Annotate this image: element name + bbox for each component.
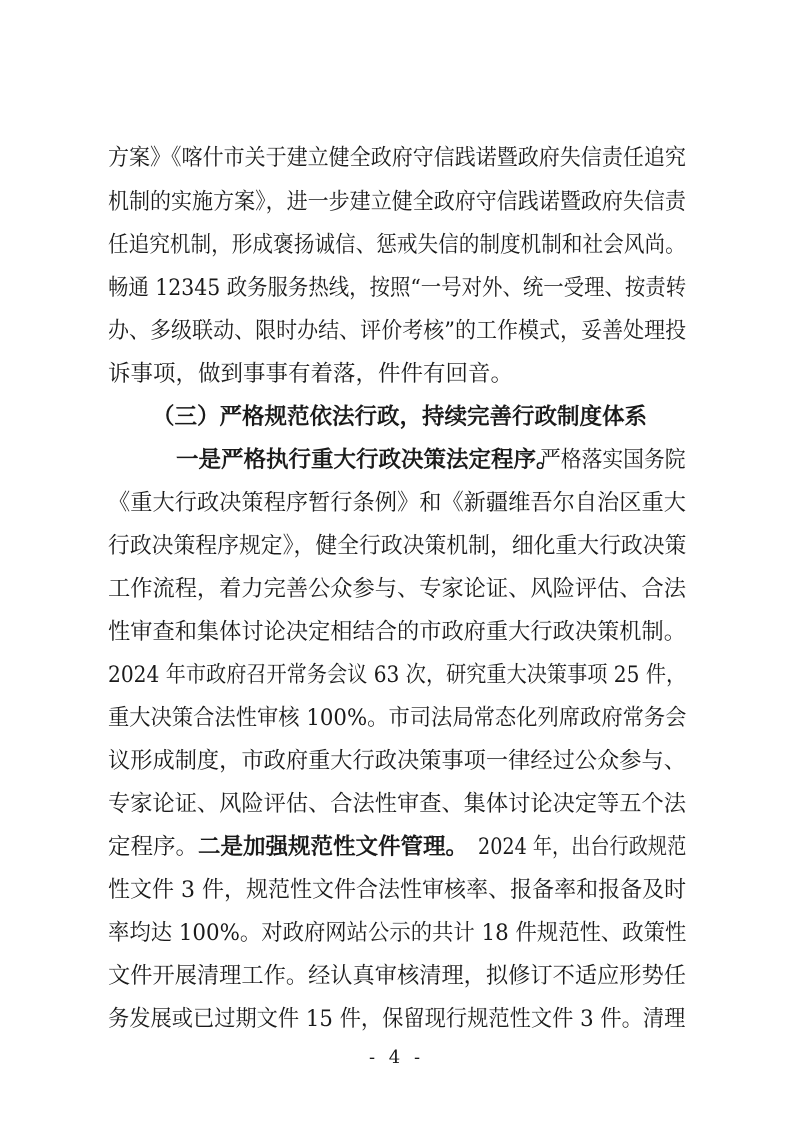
- text-line-content: 2024 年，出台行政规范: [478, 834, 687, 860]
- text-line-content: 工作流程，着力完善公众参与、专家论证、风险评估、合法: [108, 576, 686, 602]
- section-heading: [0, 402, 793, 432]
- text-line: [0, 918, 793, 948]
- text-line: [0, 746, 793, 776]
- text-line-content: 文件开展清理工作。经认真审核清理，拟修订不适应形势任: [108, 963, 686, 989]
- text-line: [0, 273, 793, 303]
- text-line-content: 性审查和集体讨论决定相结合的市政府重大行政决策机制。: [108, 619, 686, 645]
- text-line: [0, 445, 793, 475]
- text-line-content: 《重大行政决策程序暂行条例》和《新疆维吾尔自治区重大: [108, 490, 686, 516]
- text-line-content: 机制的实施方案》，进一步建立健全政府守信践诺暨政府失信责: [108, 189, 686, 215]
- text-line: [0, 574, 793, 604]
- page-number: - 4 -: [368, 1047, 425, 1068]
- text-line-content: 议形成制度，市政府重大行政决策事项一律经过公众参与、: [108, 748, 686, 774]
- text-line: [0, 789, 793, 819]
- text-line: [0, 832, 793, 862]
- text-line-content: 性文件 3 件，规范性文件合法性审核率、报备率和报备及时: [108, 877, 687, 903]
- text-line: [0, 359, 793, 389]
- text-line: [0, 316, 793, 346]
- text-line-content: 专家论证、风险评估、合法性审查、集体讨论决定等五个法: [108, 791, 686, 817]
- text-line: [0, 1004, 793, 1034]
- text-line-content: 2024 年市政府召开常务会议 63 次，研究重大决策事项 25 件，: [108, 662, 687, 688]
- bold-lead-phrase: 二是加强规范性文件管理。: [198, 834, 469, 860]
- text-line-content: 定程序。: [108, 834, 199, 860]
- text-line-content: 诉事项，做到事事有着落，件件有回音。: [108, 361, 514, 387]
- bold-lead-phrase: 一是严格执行重大行政决策法定程序。: [176, 447, 559, 473]
- text-line: [0, 703, 793, 733]
- text-line-content: 方案》《喀什市关于建立健全政府守信践诺暨政府失信责任追究: [108, 145, 686, 171]
- text-line: [0, 617, 793, 647]
- text-line: [0, 230, 793, 260]
- text-line: [0, 961, 793, 991]
- text-line-content: 严格落实国务院: [540, 447, 686, 473]
- text-line-content: 率均达 100%。对政府网站公示的共计 18 件规范性、政策性: [108, 920, 687, 946]
- text-line: [0, 187, 793, 217]
- text-line: [0, 488, 793, 518]
- section-heading-text: （三）严格规范依法行政，持续完善行政制度体系: [152, 404, 648, 430]
- text-line-content: 重大决策合法性审核 100%。市司法局常态化列席政府常务会: [108, 705, 687, 731]
- text-line-content: 务发展或已过期文件 15 件，保留现行规范性文件 3 件。清理: [108, 1006, 686, 1032]
- text-line-content: 畅通 12345 政务服务热线，按照“一号对外、统一受理、按责转: [108, 275, 687, 301]
- text-line: [0, 660, 793, 690]
- text-line-content: 任追究机制，形成褒扬诚信、惩戒失信的制度机制和社会风尚。: [108, 232, 686, 258]
- text-line: [0, 531, 793, 561]
- text-line: [0, 875, 793, 905]
- text-line-content: 办、多级联动、限时办结、评价考核”的工作模式，妥善处理投: [108, 318, 687, 344]
- text-line-content: 行政决策程序规定》，健全行政决策机制，细化重大行政决策: [108, 533, 687, 559]
- text-line: [0, 143, 793, 173]
